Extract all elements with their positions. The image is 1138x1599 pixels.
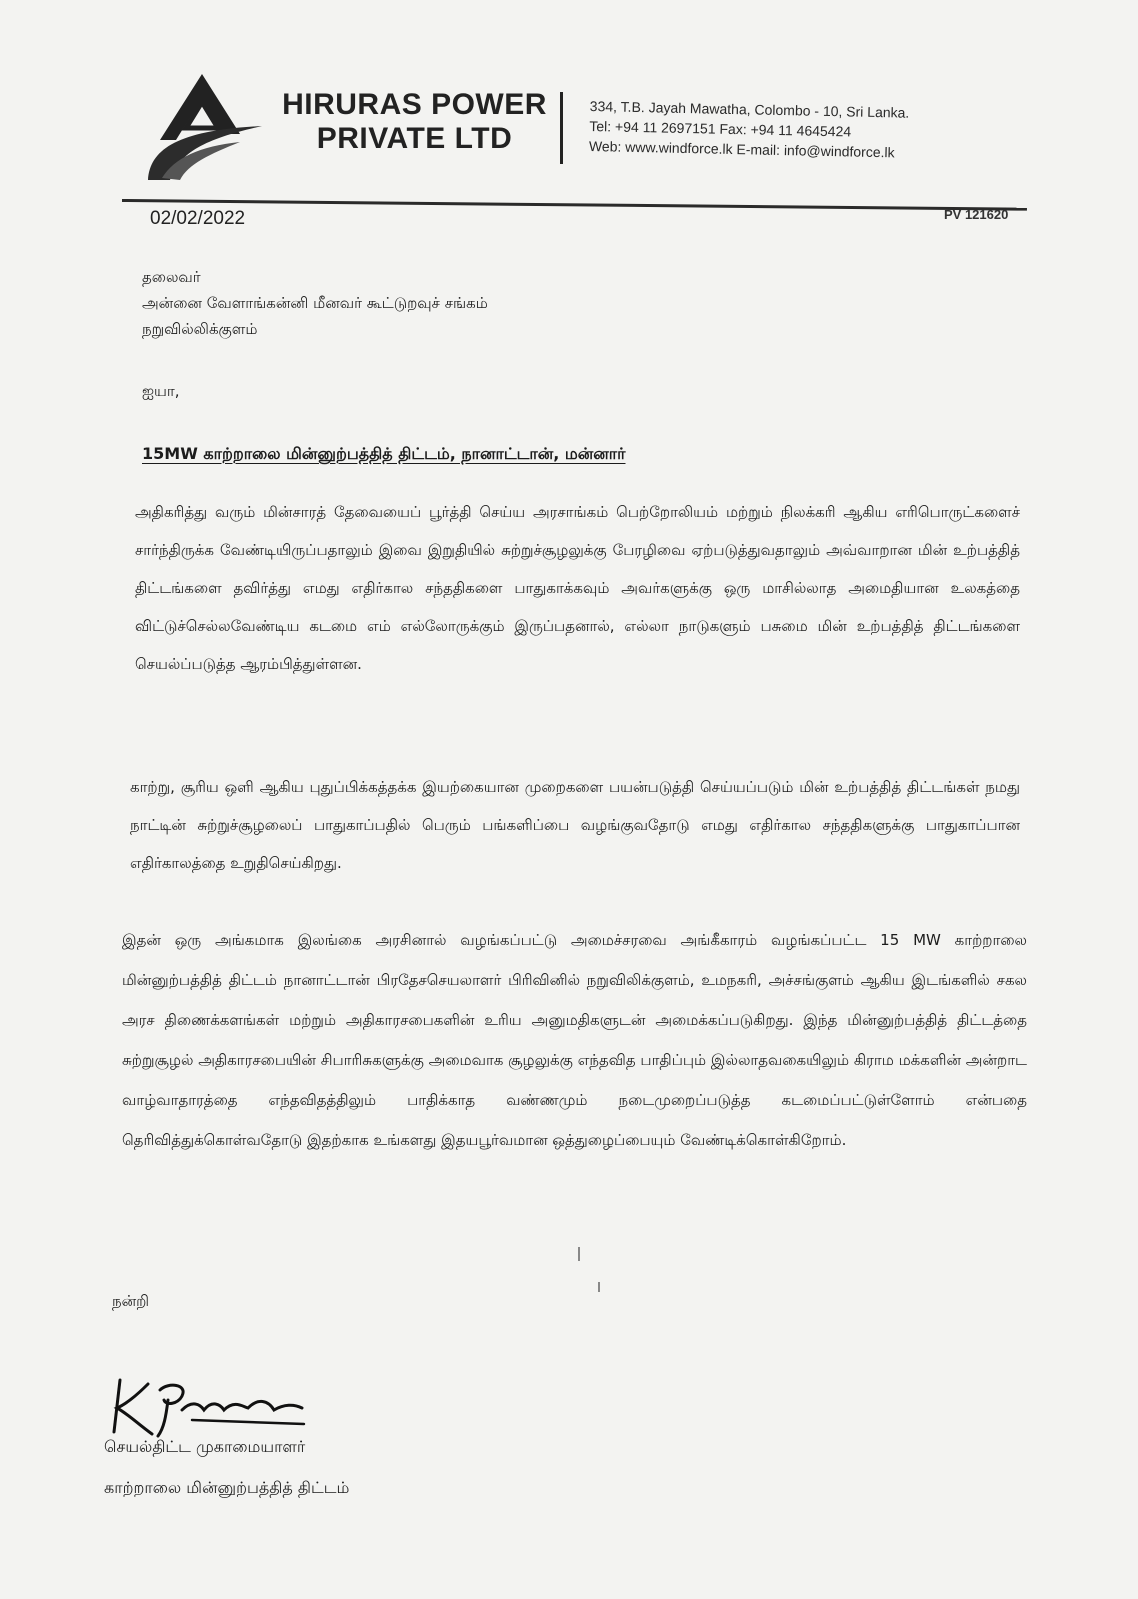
letterhead-rule — [122, 199, 1027, 211]
scan-speck — [598, 1282, 600, 1292]
letter-date: 02/02/2022 — [150, 208, 246, 229]
company-contact — [589, 96, 1010, 165]
body-paragraph-1: அதிகரித்து வரும் மின்சாரத் தேவையைப் பூர்த்தி செய்ய அரசாங்கம் பெற்றோலியம் மற்றும் நிலக்கரி ஆகிய எரிபொருட்களைச் சார்ந்திருக்க வேண்டியிருப்பதாலும் இவை இறுதியில் சுற்றுச்சூழலுக்கு பேரழிவை ஏற்படுத்துவதாலும் அவ்வாறான மின் உற்பத்தித் திட்டங்களை தவிர்த்து எமது எதிர்கால சந்ததிகளை பாதுகாக்கவும் அவர்களுக்கு ஒரு மாசில்லாத அமைதியான உலகத்தை விட்டுச்செல்லவேண்டிய கடமை எம் எல்லோருக்கும் இருப்பதனால், எல்லா நாடுகளும் பசுமை மின் உற்பத்தித் திட்டங்களை செயல்ப்படுத்த ஆரம்பித்துள்ளன. — [135, 503, 1020, 673]
recipient-title: தலைவர் — [142, 268, 201, 286]
body-paragraph-2: காற்று, சூரிய ஒளி ஆகிய புதுப்பிக்கத்தக்க இயற்கையான முறைகளை பயன்படுத்தி செய்யப்படும் மின் உற்பத்தித் திட்டங்கள் நமது நாட்டின் சுற்றுச்சூழலைப் பாதுகாப்பதில் பெரும் பங்களிப்பை வழங்குவதோடு எமது எதிர்கால சந்ததிகளுக்கு பாதுகாப்பான எதிர்காலத்தை உறுதிசெய்கிறது. — [130, 778, 1020, 872]
company-phone-fax: Tel: +94 11 2697151 Fax: +94 11 4645424 — [589, 117, 852, 140]
recipient-place: நறுவில்லிக்குளம் — [142, 320, 258, 338]
recipient-organisation: அன்னை வேளாங்கன்னி மீனவர் கூட்டுறவுச் சங்கம் — [142, 294, 488, 312]
signature-icon — [108, 1370, 308, 1442]
company-name-line2: PRIVATE LTD — [316, 122, 513, 155]
closing-thanks: நன்றி — [112, 1292, 150, 1310]
letter-subject: 15MW காற்றாலை மின்னுற்பத்தித் திட்டம், நானாட்டான், மன்னார் — [142, 444, 626, 463]
company-name — [282, 88, 547, 156]
body-paragraph-3: இதன் ஒரு அங்கமாக இலங்கை அரசினால் வழங்கப்பட்டு அமைச்சரவை அங்கீகாரம் வழங்கப்பட்ட 15 MW காற்றாலை மின்னுற்பத்தித் திட்டம் நானாட்டான் பிரதேசசெயலாளர் பிரிவினில் நறுவிலிக்குளம், உமநகரி, அச்சங்குளம் ஆகிய இடங்களில் சகல அரச திணைக்களங்கள் மற்றும் அதிகாரசபைகளின் உரிய அனுமதிகளுடன் அமைக்கப்படுகிறது. இந்த மின்னுற்பத்தித் திட்டத்தை சுற்றுசூழல் அதிகாரசபையின் சிபாரிசுகளுக்கு அமைவாக சூழலுக்கு எந்தவித பாதிப்பும் இல்லாதவகையிலும் கிராம மக்களின் அன்றாட வாழ்வாதாரத்தை எந்தவிதத்திலும் பாதிக்காத வண்ணமும் நடைமுறைப்படுத்த கடமைப்பட்டுள்ளோம் என்பதை தெரிவித்துக்கொள்வதோடு இதற்காக உங்களது இதயபூர்வமான ஒத்துழைப்பையும் வேண்டிக்கொள்கிறோம். — [122, 931, 1027, 1149]
company-logo-icon — [140, 68, 265, 188]
company-address: 334, T.B. Jayah Mawatha, Colombo - 10, Sri Lanka. — [589, 97, 910, 121]
signatory-title: செயல்திட்ட முகாமையாளர் — [104, 1437, 306, 1456]
scan-speck — [578, 1247, 580, 1261]
salutation: ஐயா, — [142, 382, 180, 400]
company-name-line1: HIRURAS POWER — [282, 88, 547, 121]
signatory-project: காற்றாலை மின்னுற்பத்தித் திட்டம் — [104, 1478, 350, 1497]
letterhead-divider — [560, 92, 563, 164]
company-web-email: Web: www.windforce.lk E-mail: info@windforce.lk — [588, 137, 895, 161]
reference-number: PV 121620 — [944, 207, 1009, 222]
recipient-block — [142, 264, 488, 342]
